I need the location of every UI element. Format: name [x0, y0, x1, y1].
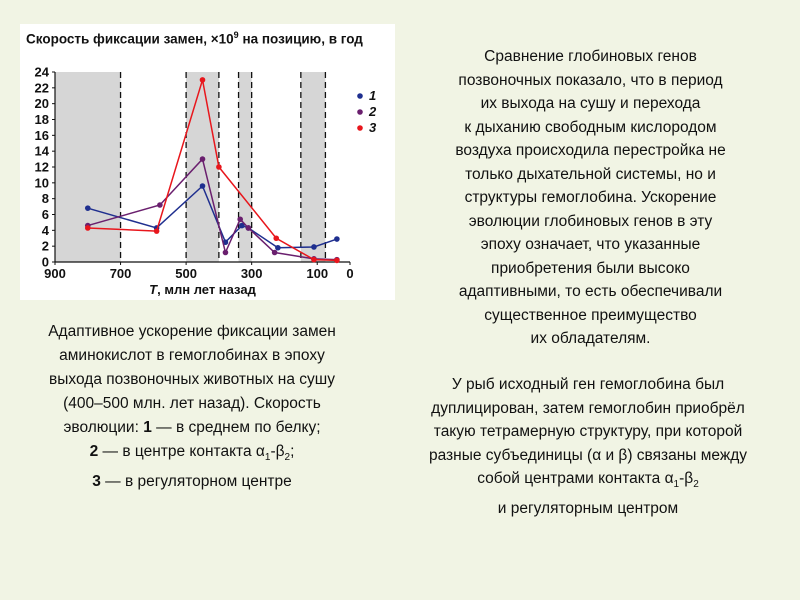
paragraph-line: эволюции глобиновых генов в эту	[468, 212, 713, 230]
series-2-point	[237, 216, 243, 222]
caption-line-5-prefix: эволюции:	[63, 419, 144, 436]
legend-marker-3	[357, 125, 363, 131]
y-tick-label: 18	[34, 112, 49, 127]
series-3-point	[85, 225, 91, 231]
paragraph-line: такую тетрамерную структуру, при которой	[433, 423, 743, 440]
legend-marker-2	[357, 109, 363, 115]
caption-alpha-sub: 1	[264, 452, 271, 464]
paragraph-line: существенное преимущество	[484, 306, 697, 324]
paragraph-line: их выхода на сушу и перехода	[480, 95, 701, 112]
alpha-subscript: 1	[673, 479, 680, 491]
shaded-interval	[186, 72, 219, 262]
paragraph-line: их обладателям.	[530, 330, 651, 347]
paragraph-line	[388, 467, 788, 497]
caption-series-1-number: 1	[143, 419, 152, 436]
legend-label-2: 2	[369, 104, 377, 119]
paragraph-line: эпоху означает, что указанные	[480, 236, 701, 253]
beta-subscript: 2	[693, 479, 699, 491]
y-tick-label: 4	[41, 222, 49, 238]
paragraph-line: У рыб исходный ген гемоглобина был	[451, 376, 725, 393]
series-2-point	[200, 156, 206, 162]
x-tick-label: 300	[240, 266, 263, 281]
line-chart	[20, 24, 395, 300]
comparison-paragraph	[418, 45, 763, 351]
y-tick-label: 6	[41, 207, 49, 222]
paragraph-line: дуплицирован, затем гемоглобин приобрёл	[431, 399, 745, 417]
caption-series-1-text: — в среднем по белку;	[151, 419, 321, 436]
caption-line-1: Адаптивное ускорение фиксации замен	[48, 323, 336, 340]
paragraph-line: приобретения были высоко	[491, 259, 690, 277]
series-2-point	[157, 202, 163, 208]
contact-center-text: собой центрами контакта α	[477, 470, 674, 487]
caption-series-3-number: 3	[92, 473, 101, 491]
series-3-point	[216, 164, 222, 170]
caption-series-2-text: — в центре контакта α	[98, 443, 265, 460]
series-2-point	[246, 225, 252, 231]
caption-beta: -β	[270, 443, 285, 460]
paragraph-line: к дыханию свободным кислородом	[464, 118, 717, 136]
caption-line-6	[22, 440, 362, 470]
series-1-point	[311, 244, 317, 250]
paragraph-line: структуры гемоглобина. Ускорение	[464, 189, 717, 206]
caption-line-3: выхода позвоночных животных на сушу	[49, 371, 335, 388]
x-axis-label-text: , млн лет назад	[157, 282, 256, 297]
chart-title-tail: на позицию, в год	[238, 31, 363, 47]
caption-series-3-text: — в регуляторном центре	[100, 473, 292, 491]
caption-beta-sub: 2	[284, 452, 291, 464]
x-tick-label: 900	[44, 266, 66, 281]
caption-line-7	[22, 470, 362, 494]
x-tick-label: 100	[306, 266, 329, 281]
y-tick-label: 12	[34, 159, 49, 175]
x-tick-label: 0	[346, 266, 354, 281]
series-1-point	[85, 205, 91, 211]
caption-line-6-end: ;	[290, 443, 295, 460]
series-1-point	[275, 245, 281, 251]
figure-caption	[22, 320, 362, 494]
chart-title-main: Скорость фиксации замен, ×10	[26, 31, 234, 47]
series-2-point	[272, 250, 278, 256]
y-tick-label: 10	[34, 175, 49, 191]
shaded-interval	[239, 72, 252, 262]
series-1-point	[200, 183, 206, 189]
y-tick-label: 20	[34, 96, 49, 112]
fish-hemoglobin-paragraph	[388, 373, 788, 520]
paragraph-line: позвоночных показало, что в период	[458, 71, 723, 89]
caption-line-4: (400–500 млн. лет назад). Скорость	[63, 395, 321, 412]
paragraph-line: разные субъединицы (α и β) связаны между	[428, 446, 748, 464]
y-tick-label: 2	[41, 238, 49, 254]
beta-text: -β	[679, 470, 694, 487]
y-tick-label: 8	[41, 191, 49, 207]
y-tick-label: 0	[41, 254, 49, 270]
paragraph-line: и регуляторным центром	[497, 499, 679, 517]
shaded-interval	[55, 72, 121, 262]
y-tick-label: 22	[34, 80, 49, 96]
series-3-point	[273, 235, 279, 241]
x-axis-label	[149, 282, 256, 297]
series-3-point	[334, 258, 340, 264]
caption-line-5	[22, 416, 362, 440]
series-3-point	[154, 228, 160, 234]
paragraph-line: адаптивными, то есть обеспечивали	[458, 283, 723, 300]
y-tick-label: 14	[34, 143, 49, 159]
caption-line-2: аминокислот в гемоглобинах в эпоху	[59, 347, 325, 364]
chart-panel	[20, 24, 395, 300]
legend-label-1: 1	[369, 88, 377, 103]
series-3-point	[311, 257, 317, 263]
series-2-point	[223, 250, 229, 256]
x-tick-label: 500	[175, 266, 197, 281]
paragraph-line: Сравнение глобиновых генов	[484, 48, 697, 65]
x-tick-label: 700	[109, 266, 132, 281]
y-tick-label: 24	[34, 64, 49, 80]
y-tick-label: 16	[34, 127, 49, 143]
legend-label-3: 3	[369, 120, 377, 135]
series-1-point	[334, 236, 340, 242]
shaded-interval	[301, 72, 326, 262]
x-axis-label-variable: T	[149, 282, 158, 297]
caption-series-2-number: 2	[89, 443, 99, 460]
paragraph-line: только дыхательной системы, но и	[465, 165, 716, 183]
paragraph-line: воздуха происходила перестройка не	[455, 142, 726, 159]
series-3-point	[200, 77, 206, 83]
legend-marker-1	[357, 93, 363, 99]
chart-title-exponent: 9	[233, 30, 239, 40]
